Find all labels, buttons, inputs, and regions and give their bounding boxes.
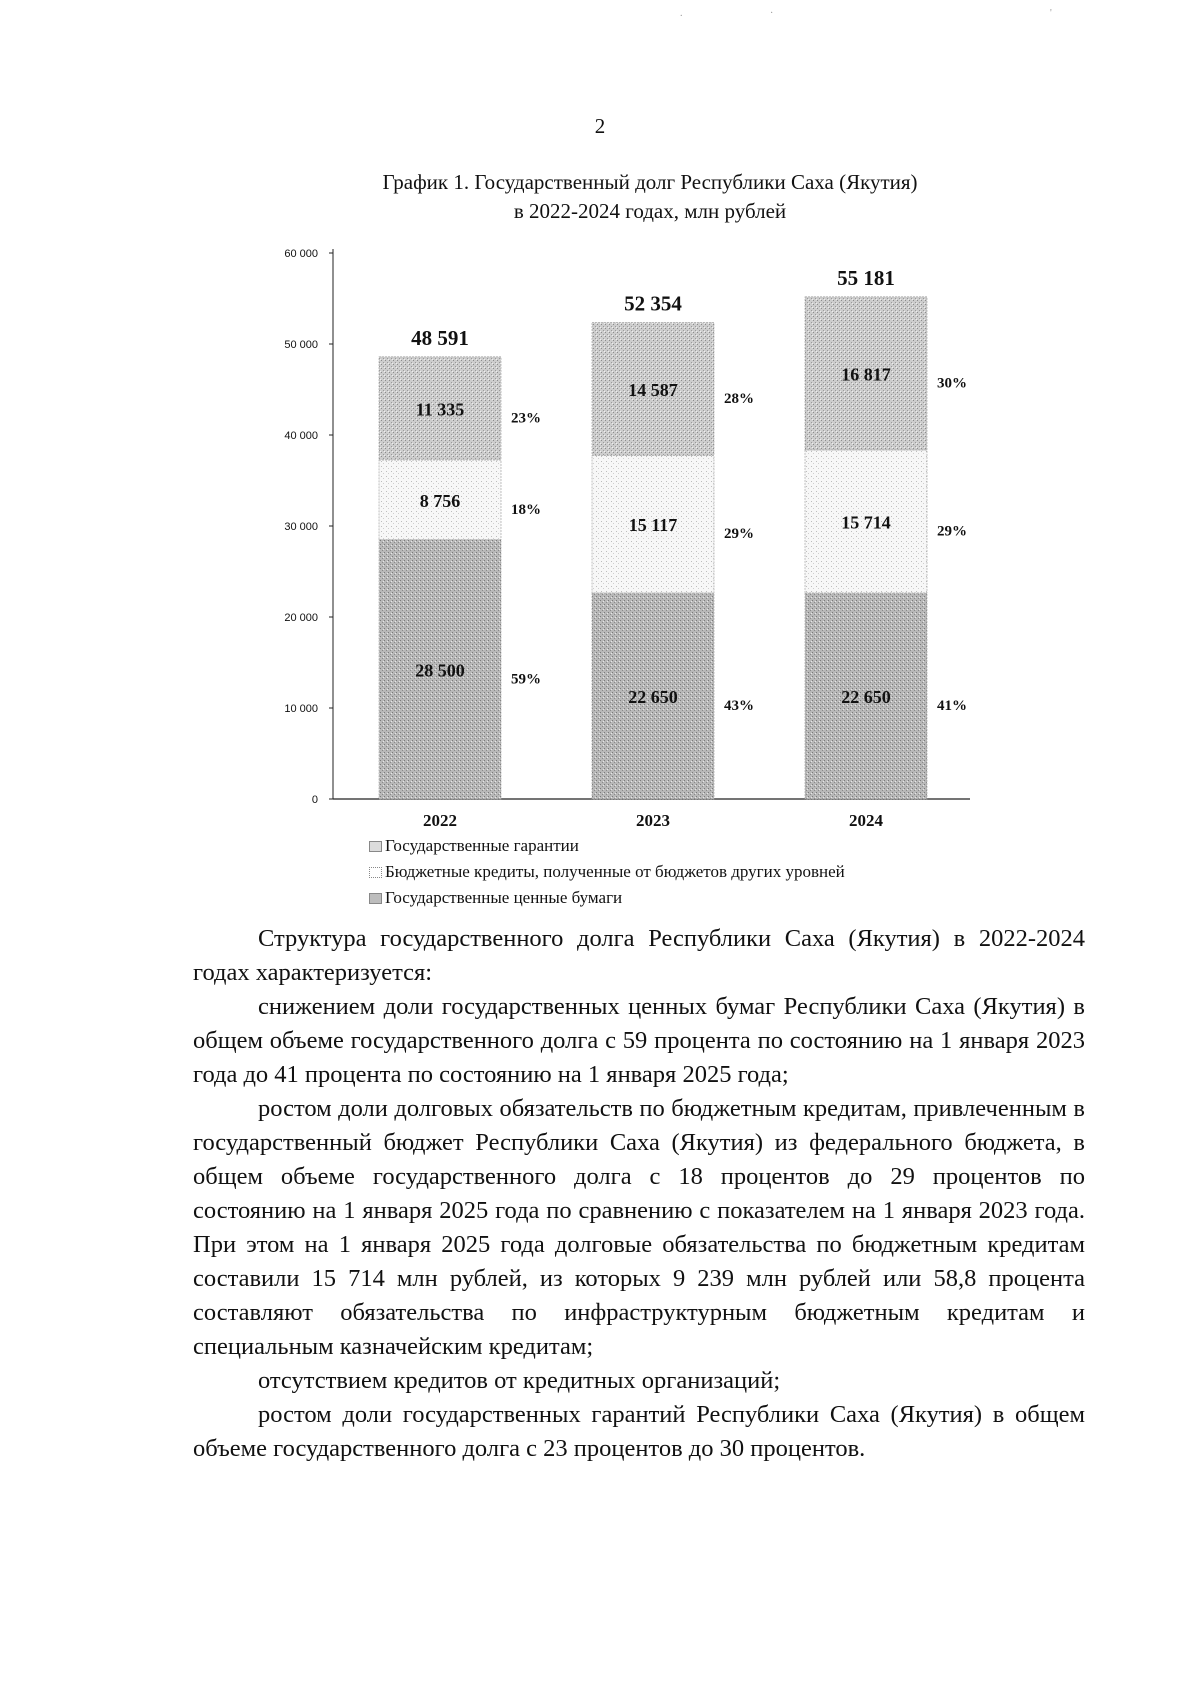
y-tick-label: 60 000 bbox=[284, 248, 318, 260]
bar-total-label: 52 354 bbox=[624, 291, 682, 316]
legend-label: Бюджетные кредиты, полученные от бюджетов других уровней bbox=[385, 862, 845, 881]
header-mark: ' bbox=[1050, 8, 1052, 19]
legend-item-securities bbox=[369, 885, 845, 911]
bar-percent-label: 43% bbox=[724, 697, 754, 714]
bar-percent-label: 18% bbox=[511, 501, 541, 518]
legend-label: Государственные гарантии bbox=[385, 836, 579, 855]
bar-percent-label: 30% bbox=[937, 375, 967, 392]
bar-value-label: 8 756 bbox=[419, 490, 461, 511]
bar-percent-label: 41% bbox=[937, 697, 967, 714]
bar-percent-label: 28% bbox=[724, 390, 754, 407]
bar-percent-label: 59% bbox=[511, 671, 541, 688]
chart-title-line1: График 1. Государственный долг Республики Саха (Якутия) bbox=[382, 170, 918, 194]
bar-value-label: 16 817 bbox=[841, 364, 891, 385]
legend-item-guarantees bbox=[369, 833, 845, 859]
bar-value-label: 11 335 bbox=[415, 399, 465, 420]
body-text bbox=[193, 922, 1085, 1466]
legend-label: Государственные ценные бумаги bbox=[385, 888, 623, 907]
bar-value-label: 15 117 bbox=[628, 515, 678, 536]
page-number: 2 bbox=[594, 114, 606, 138]
chart-legend bbox=[369, 833, 845, 911]
bar-percent-label: 29% bbox=[724, 526, 754, 543]
x-tick-label: 2022 bbox=[423, 811, 457, 830]
x-tick-label: 2024 bbox=[849, 811, 883, 830]
bar-total-label: 48 591 bbox=[411, 325, 469, 350]
x-tick-label: 2023 bbox=[636, 811, 670, 830]
bar-value-label: 28 500 bbox=[415, 660, 465, 681]
paragraph-intro: Структура государственного долга Республики Саха (Якутия) в 2022-2024 годах характеризуется: bbox=[193, 925, 1085, 986]
bar-value-label: 22 650 bbox=[841, 686, 891, 707]
legend-swatch bbox=[369, 841, 382, 852]
y-tick-label: 50 000 bbox=[284, 339, 318, 351]
y-tick-label: 20 000 bbox=[284, 612, 318, 624]
chart-title-line2: в 2022-2024 годах, млн рублей bbox=[513, 199, 787, 223]
bar-value-label: 14 587 bbox=[628, 379, 678, 400]
bar-percent-label: 23% bbox=[511, 410, 541, 427]
y-tick-label: 10 000 bbox=[284, 703, 318, 715]
bar-value-label: 15 714 bbox=[841, 512, 891, 533]
paragraph-no-bank-credits: отсутствием кредитов от кредитных организаций; bbox=[258, 1367, 781, 1394]
paragraph-securities: снижением доли государственных ценных бумаг Республики Саха (Якутия) в общем объеме государственного долга с 59 процента по состоянию на 1 января 2023 года до 41 процента по состоянию на 1 января 2025 года; bbox=[193, 993, 1085, 1088]
bar-total-label: 55 181 bbox=[837, 265, 895, 290]
header-mark: . bbox=[680, 8, 683, 19]
bar-value-label: 22 650 bbox=[628, 686, 678, 707]
paragraph-guarantees: ростом доли государственных гарантий Республики Саха (Якутия) в общем объеме государственного долга с 23 процентов до 30 процентов. bbox=[193, 1401, 1085, 1462]
legend-swatch bbox=[369, 867, 382, 878]
header-mark: · bbox=[770, 8, 774, 19]
y-tick-label: 30 000 bbox=[284, 521, 318, 533]
y-tick-label: 0 bbox=[311, 794, 318, 806]
legend-swatch bbox=[369, 893, 382, 904]
bar-percent-label: 29% bbox=[937, 523, 967, 540]
paragraph-budget-credits: ростом доли долговых обязательств по бюджетным кредитам, привлеченным в государственный бюджет Республики Саха (Якутия) из федерального бюджета, в общем объеме государственного долга с 18 процентов до 29 процентов по состоянию на 1 января 2025 года по сравнению с показателем на 1 января 2023 года. При этом на 1 января 2025 года долговые обязательства по бюджетным кредитам составили 15 714 млн рублей, из которых 9 239 млн рублей или 58,8 процента составляют обязательства по инфраструктурным бюджетным кредитам и специальным казначейским кредитам; bbox=[193, 1095, 1085, 1360]
y-tick-label: 40 000 bbox=[284, 430, 318, 442]
legend-item-budget-credits bbox=[369, 859, 845, 885]
